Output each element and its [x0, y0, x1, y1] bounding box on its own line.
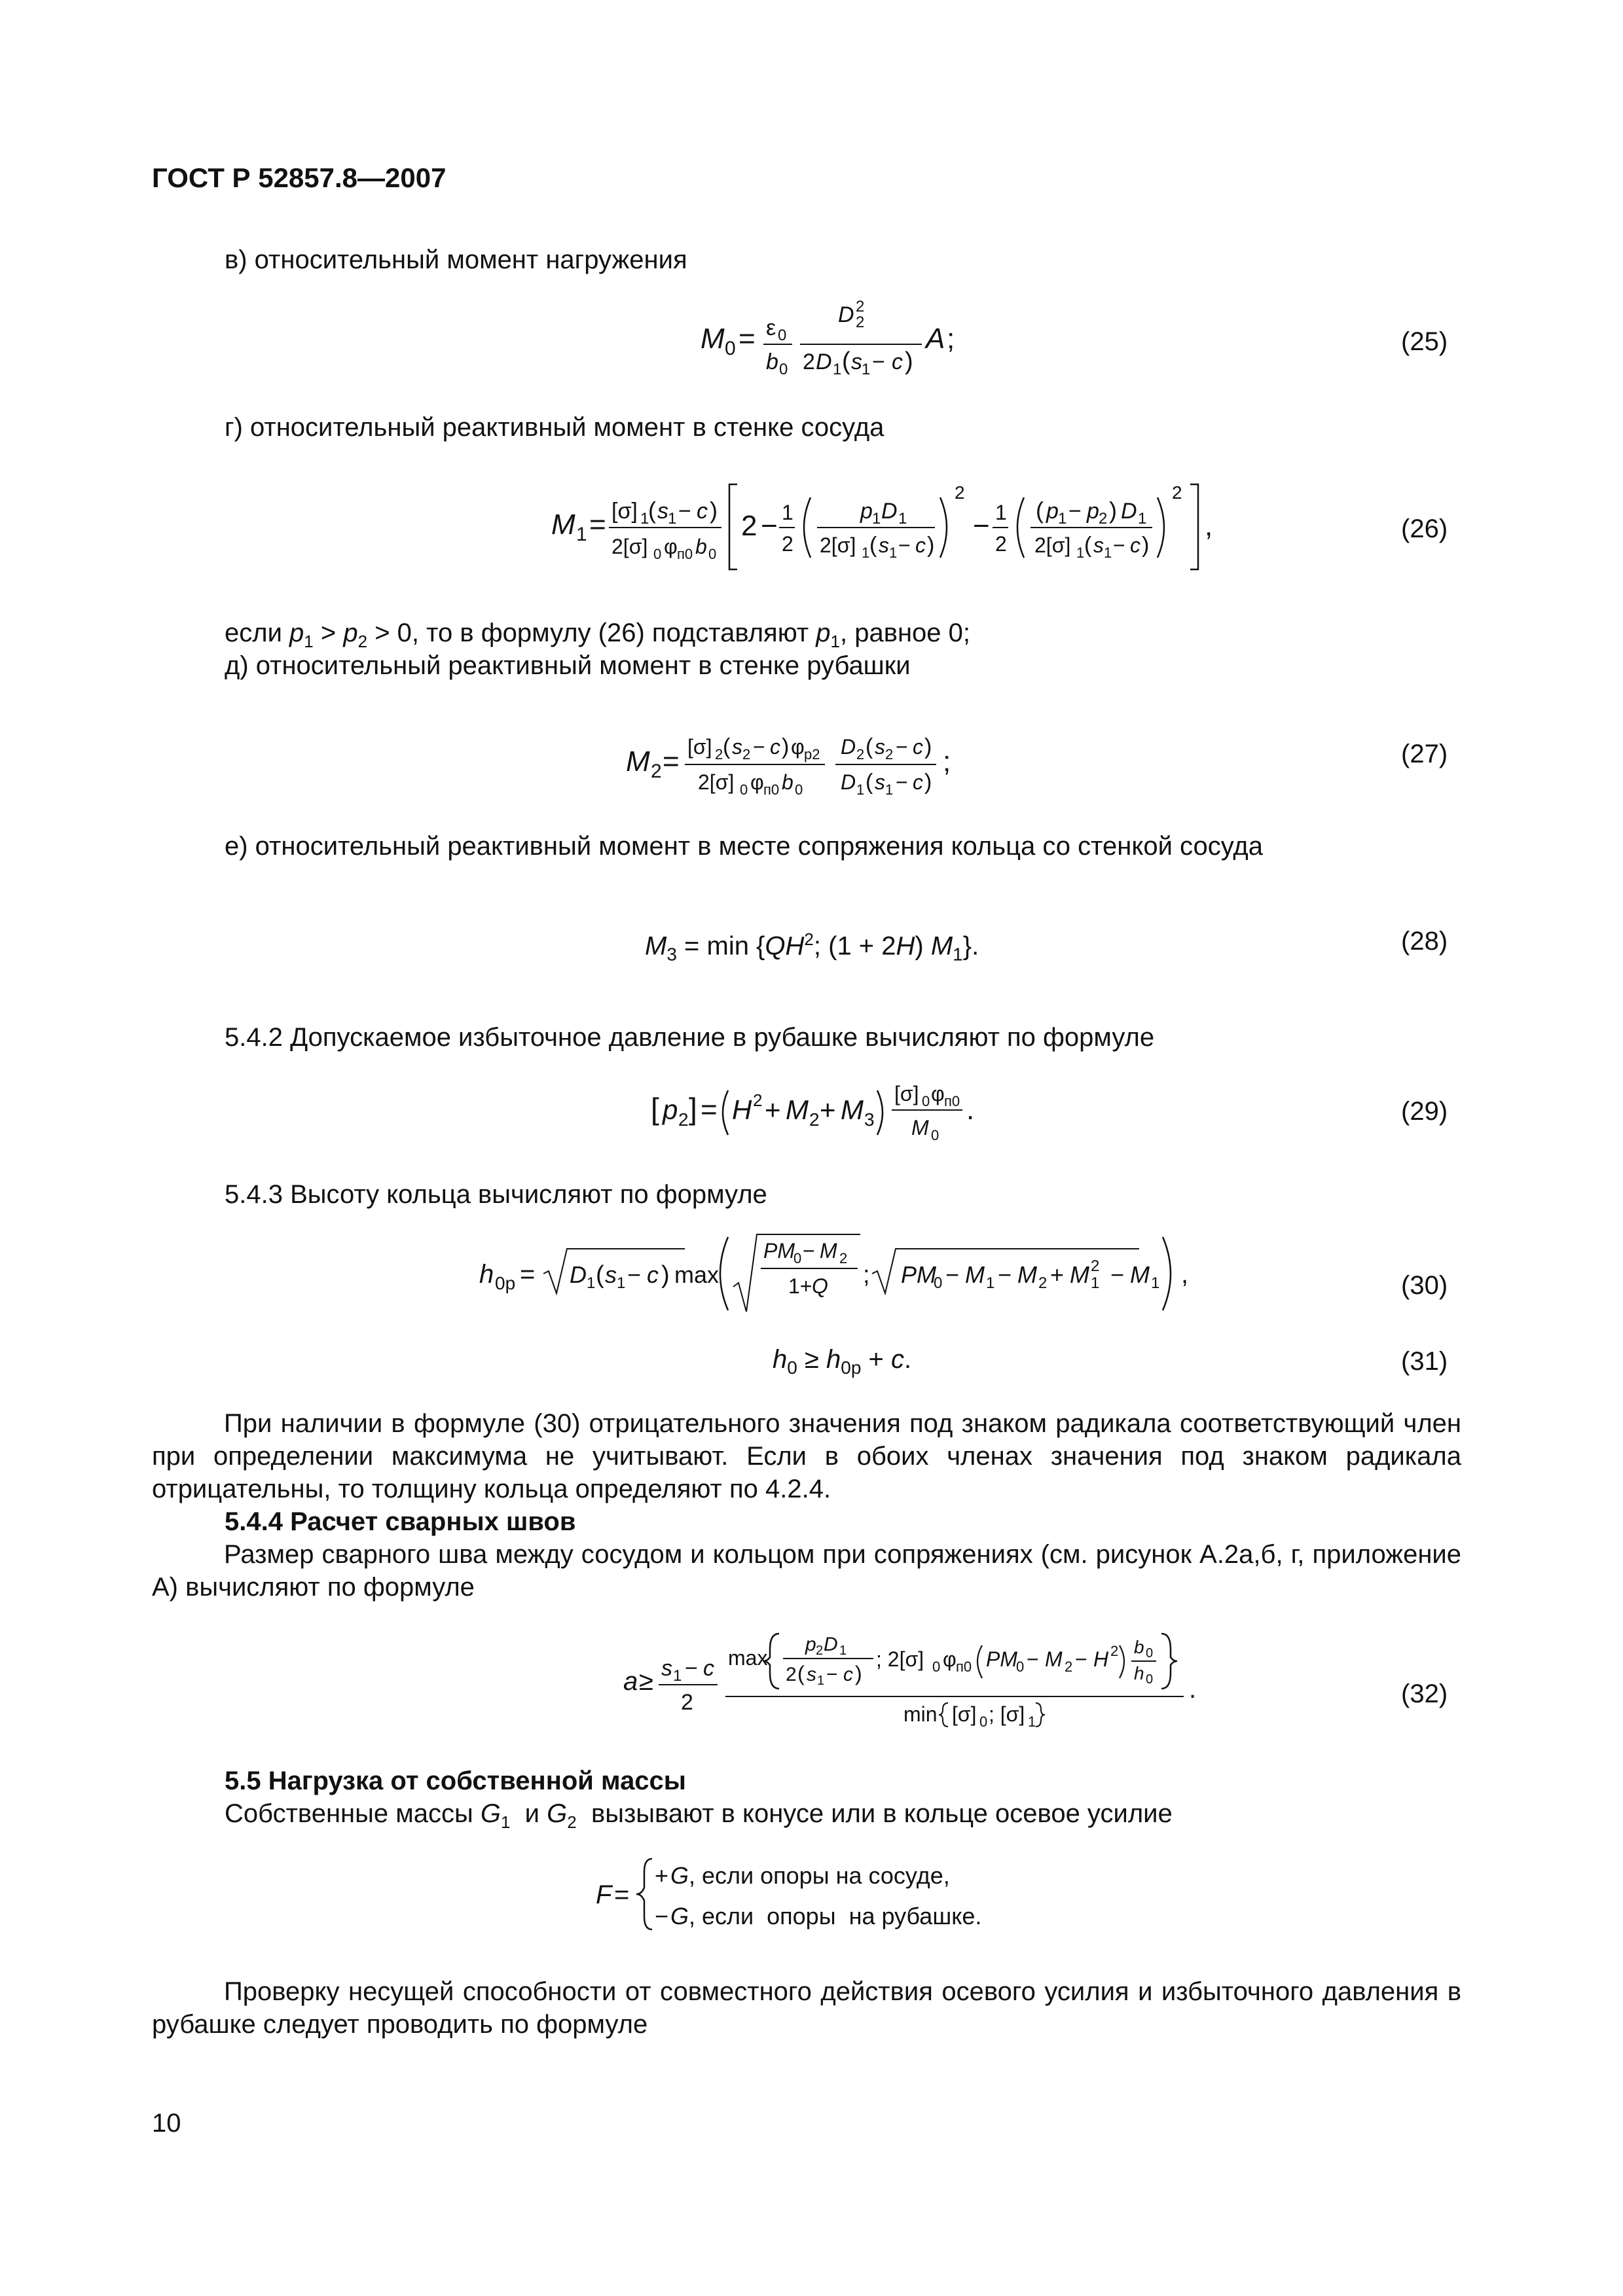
svg-text:a: a — [623, 1667, 638, 1696]
svg-text:п0: п0 — [763, 781, 780, 798]
check-paragraph — [152, 1975, 1461, 2041]
svg-text:п0: п0 — [956, 1659, 972, 1675]
note-26-text: если $p_1 > p_2 > 0$, то в формулу (26) подставляют $p_1$, равное 0; — [225, 619, 971, 651]
svg-text:0: 0 — [725, 338, 736, 359]
svg-text:−: − — [896, 735, 908, 759]
equation-28: $M_3 = \min \{QH^2$; (1 + 2H) $M_1$}. — [645, 929, 979, 965]
svg-text:): ) — [661, 1261, 670, 1289]
svg-text:(: ( — [866, 734, 873, 759]
svg-text:−: − — [1075, 1647, 1087, 1671]
svg-text:φ: φ — [943, 1647, 957, 1671]
svg-text:M: M — [841, 1094, 864, 1125]
svg-text:−: − — [685, 1656, 698, 1681]
svg-text:[σ]: [σ] — [611, 499, 638, 524]
svg-text:D: D — [816, 350, 832, 374]
svg-text:D: D — [838, 302, 854, 327]
svg-text:1: 1 — [862, 545, 870, 561]
svg-text:s: s — [851, 350, 862, 374]
equation-number-26: (26) — [1401, 514, 1448, 543]
svg-text:1: 1 — [668, 510, 677, 528]
svg-text:0: 0 — [1146, 1646, 1154, 1660]
svg-text:c: c — [1130, 533, 1140, 557]
svg-text:c: c — [770, 735, 780, 759]
svg-text:min: min — [903, 1702, 938, 1726]
svg-text:1: 1 — [995, 501, 1007, 524]
svg-text:1: 1 — [1104, 545, 1112, 561]
svg-text:G: G — [670, 1862, 689, 1889]
svg-text:c: c — [892, 350, 903, 374]
svg-text:p: p — [1046, 499, 1059, 524]
svg-text:0: 0 — [795, 781, 803, 798]
section-5-5-title: 5.5 Нагрузка от собственной массы — [225, 1767, 686, 1795]
svg-text:2: 2 — [856, 746, 865, 762]
svg-text:2: 2 — [678, 1109, 689, 1130]
svg-text:c: c — [843, 1664, 853, 1685]
svg-text:1: 1 — [587, 1274, 596, 1292]
svg-text:M: M — [701, 323, 725, 355]
item-e-text: е) относительный реактивный момент в месте сопряжения кольца со стенкой сосуда — [225, 832, 1263, 861]
svg-text:(: ( — [723, 734, 731, 759]
svg-text:c: c — [647, 1261, 659, 1288]
svg-text:D: D — [881, 499, 898, 524]
svg-text:1: 1 — [673, 1667, 682, 1685]
svg-text:1: 1 — [856, 781, 865, 798]
svg-text:): ) — [905, 348, 913, 375]
section-5-4-3-text: 5.4.3 Высоту кольца вычисляют по формуле — [225, 1180, 767, 1209]
svg-text:h: h — [479, 1260, 494, 1289]
svg-text:1: 1 — [898, 510, 907, 528]
equation-32 — [615, 1623, 1244, 1741]
svg-text:Q: Q — [812, 1274, 828, 1298]
svg-text:M: M — [820, 1239, 837, 1263]
svg-text:s: s — [879, 533, 889, 557]
svg-text:2: 2 — [681, 1690, 693, 1715]
svg-text:1: 1 — [872, 510, 881, 528]
section-5-4-2-text: 5.4.2 Допускаемое избыточное давление в рубашке вычисляют по формуле — [225, 1023, 1155, 1052]
equation-26 — [543, 471, 1244, 583]
svg-text:): ) — [1109, 497, 1117, 524]
svg-text:0: 0 — [740, 781, 748, 798]
svg-text:2: 2 — [651, 761, 662, 782]
svg-text:, если опоры на сосуде,: , если опоры на сосуде, — [689, 1862, 950, 1889]
svg-text:M: M — [626, 745, 650, 778]
svg-text:=: = — [589, 509, 606, 541]
svg-text:; 2[σ]: ; 2[σ] — [876, 1647, 924, 1671]
svg-text:M: M — [965, 1261, 985, 1288]
svg-text:s: s — [661, 1656, 672, 1681]
svg-text:M: M — [551, 509, 575, 541]
svg-text:A: A — [926, 323, 945, 355]
svg-text:1: 1 — [1091, 1274, 1100, 1292]
svg-text:1: 1 — [889, 545, 898, 561]
svg-text:D: D — [841, 770, 856, 794]
svg-text:−: − — [1068, 499, 1082, 524]
svg-text:(: ( — [1036, 497, 1044, 524]
section-5-5-text: Собственные массы $G_1$ и $G_2$ вызывают в конусе или в кольце осевое усилие — [225, 1799, 1173, 1832]
svg-text:(: ( — [842, 348, 850, 375]
svg-text:2: 2 — [885, 746, 894, 762]
svg-text:0: 0 — [653, 546, 662, 562]
svg-text:п0: п0 — [677, 546, 693, 562]
svg-text:s: s — [732, 735, 742, 759]
svg-text:+: + — [765, 1094, 781, 1125]
svg-text:p: p — [805, 1634, 816, 1655]
svg-text:b: b — [695, 535, 707, 558]
section-5-4-4-paragraph — [152, 1538, 1461, 1604]
svg-text:1: 1 — [640, 510, 649, 528]
svg-text:p: p — [1087, 499, 1099, 524]
equation-F — [589, 1846, 1061, 1944]
svg-text:): ) — [927, 533, 935, 558]
svg-text:G: G — [670, 1903, 689, 1929]
svg-text:0: 0 — [922, 1093, 930, 1109]
svg-text:c: c — [703, 1656, 714, 1681]
svg-text:2: 2 — [1091, 1257, 1100, 1275]
svg-text:2: 2 — [1065, 1659, 1073, 1675]
svg-text:φ: φ — [791, 735, 805, 759]
svg-text:(: ( — [866, 770, 873, 795]
svg-text:φ: φ — [664, 535, 678, 558]
svg-text:.: . — [1189, 1675, 1197, 1704]
svg-text:D: D — [841, 735, 856, 759]
svg-text:0: 0 — [932, 1659, 941, 1675]
svg-text:φ: φ — [750, 770, 764, 794]
check-text: Проверку несущей способности от совместного действия осевого усилия и избыточного давления в рубашке следует проводить по формуле — [152, 1977, 1461, 2039]
svg-text:2: 2 — [715, 746, 723, 762]
svg-text:H: H — [732, 1094, 752, 1125]
svg-text:2: 2 — [786, 1664, 797, 1685]
svg-text:0: 0 — [1016, 1659, 1025, 1675]
svg-text:b: b — [782, 770, 793, 794]
svg-text:[σ]: [σ] — [687, 735, 712, 759]
svg-text:−: − — [826, 1664, 838, 1685]
svg-text:2: 2 — [856, 314, 865, 331]
svg-text:2: 2 — [839, 1250, 848, 1266]
svg-text:2[σ]: 2[σ] — [1034, 533, 1071, 557]
svg-text:−: − — [1113, 533, 1125, 557]
svg-text:s: s — [875, 735, 885, 759]
svg-text:−: − — [872, 350, 885, 374]
svg-text:0: 0 — [934, 1274, 943, 1292]
svg-text:1: 1 — [839, 1643, 847, 1658]
svg-text:[σ]: [σ] — [894, 1082, 919, 1105]
svg-text:2: 2 — [1110, 1643, 1119, 1659]
svg-text:2: 2 — [1099, 510, 1108, 528]
svg-text:H: H — [1093, 1647, 1109, 1671]
svg-text:1: 1 — [833, 361, 842, 378]
svg-text:M: M — [1130, 1261, 1150, 1288]
equation-25 — [687, 288, 962, 386]
svg-text:2: 2 — [1172, 482, 1182, 503]
svg-text:2: 2 — [995, 532, 1007, 556]
svg-text:≥: ≥ — [639, 1667, 653, 1696]
svg-text:+: + — [820, 1094, 836, 1125]
svg-text:F: F — [596, 1880, 612, 1909]
svg-text:2: 2 — [809, 1109, 820, 1130]
svg-text:D: D — [1121, 499, 1137, 524]
svg-text:(: ( — [648, 497, 656, 524]
svg-text:M: M — [1070, 1261, 1089, 1288]
equation-29 — [642, 1067, 1008, 1145]
svg-text:): ) — [924, 770, 932, 795]
svg-text:−: − — [753, 735, 765, 759]
svg-text:[: [ — [651, 1092, 659, 1126]
svg-text:1: 1 — [782, 501, 793, 524]
svg-text:−: − — [627, 1261, 642, 1288]
svg-text:, если опоры на рубашке.: , если опоры на рубашке. — [689, 1903, 982, 1929]
svg-text:PM: PM — [763, 1239, 795, 1263]
svg-text:b: b — [766, 350, 778, 374]
svg-text:1: 1 — [1058, 510, 1067, 528]
svg-text:=: = — [614, 1880, 630, 1909]
equation-27 — [622, 713, 989, 805]
svg-text:−: − — [945, 1261, 960, 1288]
svg-text:c: c — [697, 499, 708, 524]
svg-text:): ) — [710, 497, 718, 524]
svg-text:0: 0 — [779, 361, 788, 378]
svg-text:φ: φ — [931, 1082, 945, 1105]
svg-text:p2: p2 — [804, 746, 820, 762]
equation-number-28: (28) — [1401, 927, 1448, 956]
svg-text:2[σ]: 2[σ] — [611, 535, 648, 558]
svg-text:−: − — [655, 1903, 669, 1929]
item-v-text: в) относительный момент нагружения — [225, 245, 687, 274]
svg-text:1: 1 — [617, 1274, 626, 1292]
radical-note-text: При наличии в формуле (30) отрицательного значения под знаком радикала соответствующий член при определении максимума не учитывают. Если в обоих членах значения под знаком радикала отрицательны, то толщину кольца определяют по 4.2.4. — [152, 1409, 1461, 1503]
svg-text:−: − — [678, 499, 691, 524]
svg-text:c: c — [913, 735, 923, 759]
equation-number-31: (31) — [1401, 1347, 1448, 1376]
svg-text:p: p — [860, 499, 873, 524]
svg-text:+: + — [1050, 1261, 1065, 1288]
equation-30 — [471, 1230, 1244, 1322]
svg-text:;: ; — [863, 1261, 870, 1289]
svg-text:−: − — [1110, 1261, 1125, 1288]
svg-text:2: 2 — [742, 746, 751, 762]
svg-text:s: s — [657, 499, 668, 524]
svg-text:1: 1 — [885, 781, 894, 798]
svg-text:c: c — [915, 533, 926, 557]
svg-text:0: 0 — [979, 1713, 988, 1730]
svg-text:−: − — [896, 770, 908, 794]
svg-text:s: s — [875, 770, 885, 794]
svg-text:;: ; — [943, 745, 951, 778]
svg-text:=: = — [663, 745, 680, 778]
svg-text:−: − — [761, 510, 778, 542]
svg-text:ε: ε — [766, 315, 776, 340]
svg-text:2: 2 — [753, 1090, 763, 1110]
svg-text:b: b — [1134, 1637, 1144, 1657]
svg-text:0: 0 — [793, 1250, 802, 1266]
svg-text:max: max — [728, 1646, 768, 1670]
svg-text:2: 2 — [1038, 1274, 1048, 1292]
svg-text:;: ; — [947, 323, 955, 355]
svg-text:D: D — [824, 1634, 838, 1655]
svg-text:2: 2 — [782, 532, 793, 556]
svg-text:п0: п0 — [944, 1093, 960, 1109]
item-d-text: д) относительный реактивный момент в стенке рубашки — [225, 651, 911, 680]
svg-text:3: 3 — [864, 1109, 875, 1130]
svg-text:p: p — [663, 1094, 678, 1125]
svg-text:0: 0 — [708, 546, 717, 562]
svg-text:2[σ]: 2[σ] — [698, 770, 735, 794]
equation-number-29: (29) — [1401, 1097, 1448, 1126]
svg-text:2: 2 — [856, 298, 865, 315]
svg-text:M: M — [911, 1116, 929, 1139]
svg-text:M: M — [786, 1094, 809, 1125]
svg-text:1: 1 — [862, 361, 871, 378]
svg-text:2: 2 — [955, 482, 965, 503]
svg-text:(: ( — [596, 1261, 604, 1289]
equation-number-30: (30) — [1401, 1271, 1448, 1300]
radical-note-paragraph — [152, 1407, 1461, 1505]
section-5-4-4-title: 5.4.4 Расчет сварных швов — [225, 1507, 576, 1536]
document-header: ГОСТ Р 52857.8—2007 — [152, 162, 447, 193]
svg-text:,: , — [1205, 510, 1213, 542]
svg-text:M: M — [1017, 1261, 1037, 1288]
equation-31: $h_0 \ge h_{0р} + с$. — [773, 1345, 912, 1378]
svg-text:1: 1 — [576, 524, 587, 545]
svg-text:; [σ]: ; [σ] — [989, 1702, 1025, 1726]
svg-text:1: 1 — [986, 1274, 995, 1292]
svg-text:): ) — [1142, 533, 1150, 558]
svg-text:(: ( — [797, 1662, 805, 1685]
svg-text:0: 0 — [931, 1127, 939, 1143]
svg-text:[σ]: [σ] — [952, 1702, 977, 1726]
svg-text:): ) — [855, 1662, 862, 1685]
svg-text:=: = — [701, 1094, 718, 1126]
equation-number-25: (25) — [1401, 327, 1448, 356]
svg-text:1+: 1+ — [788, 1274, 812, 1298]
svg-text:1: 1 — [1076, 545, 1085, 561]
svg-text:=: = — [739, 323, 756, 355]
svg-text:1: 1 — [1151, 1274, 1160, 1292]
svg-text:2: 2 — [803, 350, 815, 374]
svg-text:,: , — [1181, 1260, 1189, 1289]
svg-text:(: ( — [1084, 533, 1092, 558]
equation-number-27: (27) — [1401, 740, 1448, 768]
svg-text:h: h — [1134, 1663, 1144, 1683]
page-number: 10 — [152, 2109, 181, 2138]
svg-text:−: − — [803, 1239, 815, 1263]
svg-text:M: M — [1045, 1647, 1063, 1671]
svg-text:s: s — [807, 1664, 816, 1685]
svg-text:+: + — [655, 1862, 669, 1889]
svg-text:s: s — [605, 1261, 617, 1288]
item-g-text: г) относительный реактивный момент в стенке сосуда — [225, 413, 884, 442]
svg-text:−: − — [973, 510, 990, 542]
svg-text:]: ] — [689, 1092, 697, 1126]
svg-text:c: c — [913, 770, 923, 794]
svg-text:PM: PM — [986, 1647, 1017, 1671]
svg-text:−: − — [998, 1261, 1012, 1288]
svg-text:−: − — [1027, 1647, 1039, 1671]
section-5-4-4-text: Размер сварного шва между сосудом и кольцом при сопряжениях (см. рисунок А.2а,б, г, приложение А) вычисляют по формуле — [152, 1540, 1461, 1602]
svg-text:1: 1 — [817, 1674, 825, 1688]
svg-text:D: D — [570, 1261, 587, 1288]
svg-text:): ) — [924, 734, 932, 759]
svg-text:2: 2 — [741, 510, 757, 542]
svg-text:2: 2 — [816, 1643, 824, 1658]
svg-text:0: 0 — [1146, 1672, 1154, 1687]
svg-text:0р: 0р — [495, 1273, 516, 1293]
svg-text:0: 0 — [778, 327, 787, 344]
svg-text:.: . — [966, 1094, 975, 1126]
svg-text:=: = — [520, 1260, 536, 1289]
svg-text:max: max — [674, 1261, 720, 1288]
svg-text:s: s — [1093, 533, 1104, 557]
svg-text:1: 1 — [1138, 510, 1147, 528]
svg-text:2[σ]: 2[σ] — [820, 533, 856, 557]
svg-text:PM: PM — [901, 1261, 936, 1288]
svg-text:−: − — [898, 533, 911, 557]
equation-number-32: (32) — [1401, 1679, 1448, 1708]
svg-text:(: ( — [869, 533, 877, 558]
svg-text:1: 1 — [1028, 1713, 1036, 1730]
svg-text:): ) — [782, 734, 790, 759]
